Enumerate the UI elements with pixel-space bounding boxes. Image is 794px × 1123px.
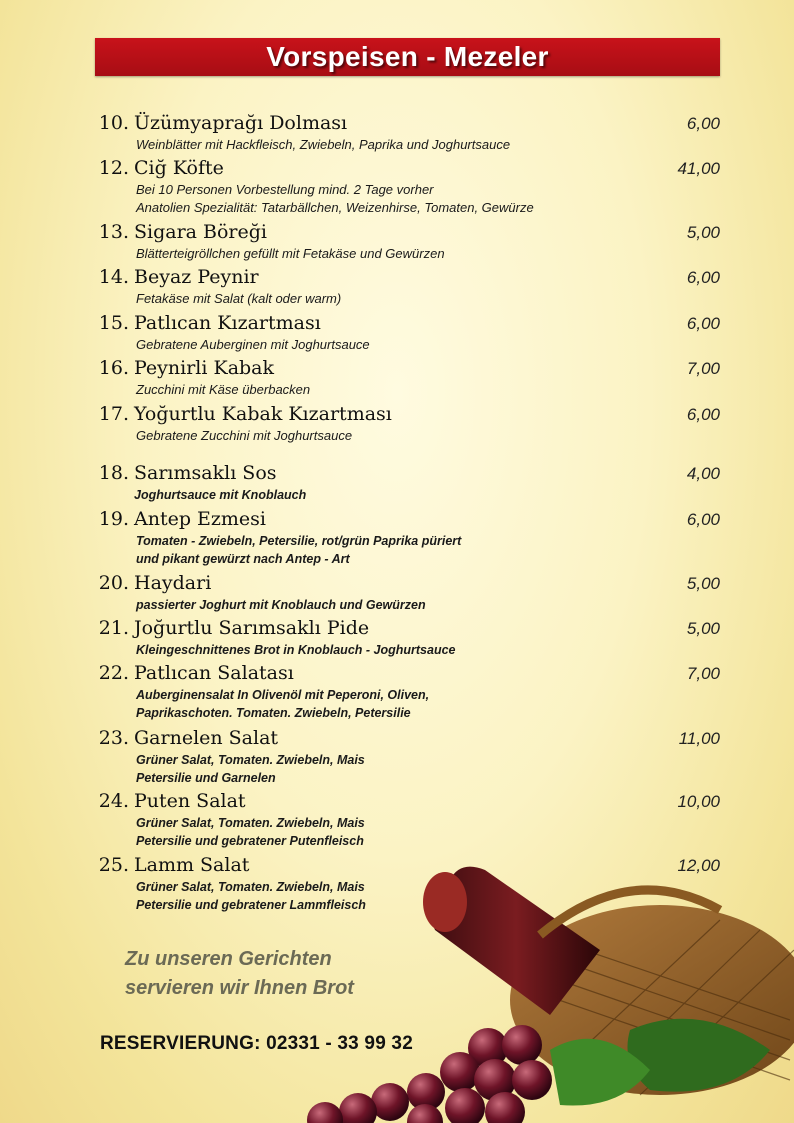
item-name: Lamm Salat [134,854,250,876]
item-number: 25. [98,854,129,876]
bread-note-line: servieren wir Ihnen Brot [125,977,354,999]
menu-item [95,508,720,568]
item-price: 6,00 [686,268,720,287]
item-name: Yoğurtlu Kabak Kızartması [134,403,392,425]
item-description: Blätterteigröllchen gefüllt mit Fetakäse und Gewürzen [136,246,445,261]
menu-item [95,157,720,217]
item-price: 5,00 [686,574,720,593]
item-name: Haydari [134,572,212,594]
item-name: Patlıcan Kızartması [134,312,321,334]
section-title: Vorspeisen - Mezeler [266,41,549,72]
item-price: 6,00 [686,405,720,424]
item-description: Tomaten - Zwiebeln, Petersilie, rot/grün Paprika püriert [136,534,462,548]
item-description: Anatolien Spezialität: Tatarbällchen, Weizenhirse, Tomaten, Gewürze [136,200,534,215]
item-description: Joghurtsauce mit Knoblauch [134,488,307,502]
menu-item [95,357,720,399]
item-description: Petersilie und gebratener Lammfleisch [136,898,366,912]
bottle-cork-shape [423,872,467,932]
item-description: Gebratene Zucchini mit Joghurtsauce [136,428,353,443]
item-number: 10. [98,112,129,134]
menu-item [95,462,720,504]
item-name: Antep Ezmesi [134,508,267,530]
item-number: 23. [98,727,129,749]
wine-bottle-grapes-illustration [300,840,794,1123]
item-description: Grüner Salat, Tomaten. Zwiebeln, Mais [136,880,365,894]
item-number: 24. [98,790,129,812]
item-price: 6,00 [686,314,720,333]
item-price: 6,00 [686,114,720,133]
item-description: Fetakäse mit Salat (kalt oder warm) [136,291,342,306]
item-description: Kleingeschnittenes Brot in Knoblauch - Joghurtsauce [136,643,456,657]
menu-item [95,572,720,614]
item-name: Sigara Böreği [134,221,267,243]
item-description: Weinblätter mit Hackfleisch, Zwiebeln, Paprika und Joghurtsauce [136,137,511,152]
item-name: Beyaz Peynir [134,266,259,288]
menu-item [95,727,720,787]
item-number: 21. [98,617,129,639]
item-number: 13. [98,221,129,243]
item-number: 12. [98,157,129,179]
item-price: 6,00 [686,510,720,529]
item-number: 14. [98,266,129,288]
item-description: Bei 10 Personen Vorbestellung mind. 2 Tage vorher [136,182,434,197]
item-description: Petersilie und gebratener Putenfleisch [136,834,364,848]
item-name: Puten Salat [134,790,246,812]
item-description: und pikant gewürzt nach Antep - Art [136,552,350,566]
menu-item [95,312,720,354]
menu-item [95,662,720,722]
item-number: 17. [98,403,129,425]
item-description: Grüner Salat, Tomaten. Zwiebeln, Mais [136,753,365,767]
section-header-bar [95,38,720,76]
item-price: 11,00 [678,729,720,748]
menu-item [95,221,720,263]
item-description: Grüner Salat, Tomaten. Zwiebeln, Mais [136,816,365,830]
item-number: 22. [98,662,129,684]
item-description: Zucchini mit Käse überbacken [136,382,311,397]
item-number: 19. [98,508,129,530]
item-price: 7,00 [686,664,720,683]
item-price: 41,00 [677,159,720,178]
item-price: 12,00 [677,856,720,875]
item-description: Petersilie und Garnelen [136,771,276,785]
item-name: Joğurtlu Sarımsaklı Pide [134,617,370,639]
item-name: Garnelen Salat [134,727,279,749]
item-number: 18. [98,462,129,484]
bread-note-line: Zu unseren Gerichten [125,948,332,970]
item-name: Peynirli Kabak [134,357,275,379]
item-price: 10,00 [677,792,720,811]
item-price: 5,00 [686,619,720,638]
item-name: Üzümyaprağı Dolması [134,112,348,134]
menu-item [95,403,720,445]
item-description: Paprikaschoten. Tomaten. Zwiebeln, Petersilie [136,706,411,720]
item-price: 5,00 [686,223,720,242]
item-name: Sarımsaklı Sos [134,462,277,484]
item-number: 15. [98,312,129,334]
item-number: 20. [98,572,129,594]
menu-item [95,112,720,154]
bread-note [125,945,354,1003]
item-price: 4,00 [686,464,720,483]
reservation-phone: RESERVIERUNG: 02331 - 33 99 32 [100,1033,413,1054]
menu-item [95,617,720,659]
menu-item [95,266,720,308]
item-name: Ciğ Köfte [134,157,224,179]
item-number: 16. [98,357,129,379]
item-description: Auberginensalat In Olivenöl mit Peperoni, Oliven, [136,688,430,702]
item-name: Patlıcan Salatası [134,662,294,684]
item-description: Gebratene Auberginen mit Joghurtsauce [136,337,370,352]
item-price: 7,00 [686,359,720,378]
item-description: passierter Joghurt mit Knoblauch und Gewürzen [136,598,426,612]
